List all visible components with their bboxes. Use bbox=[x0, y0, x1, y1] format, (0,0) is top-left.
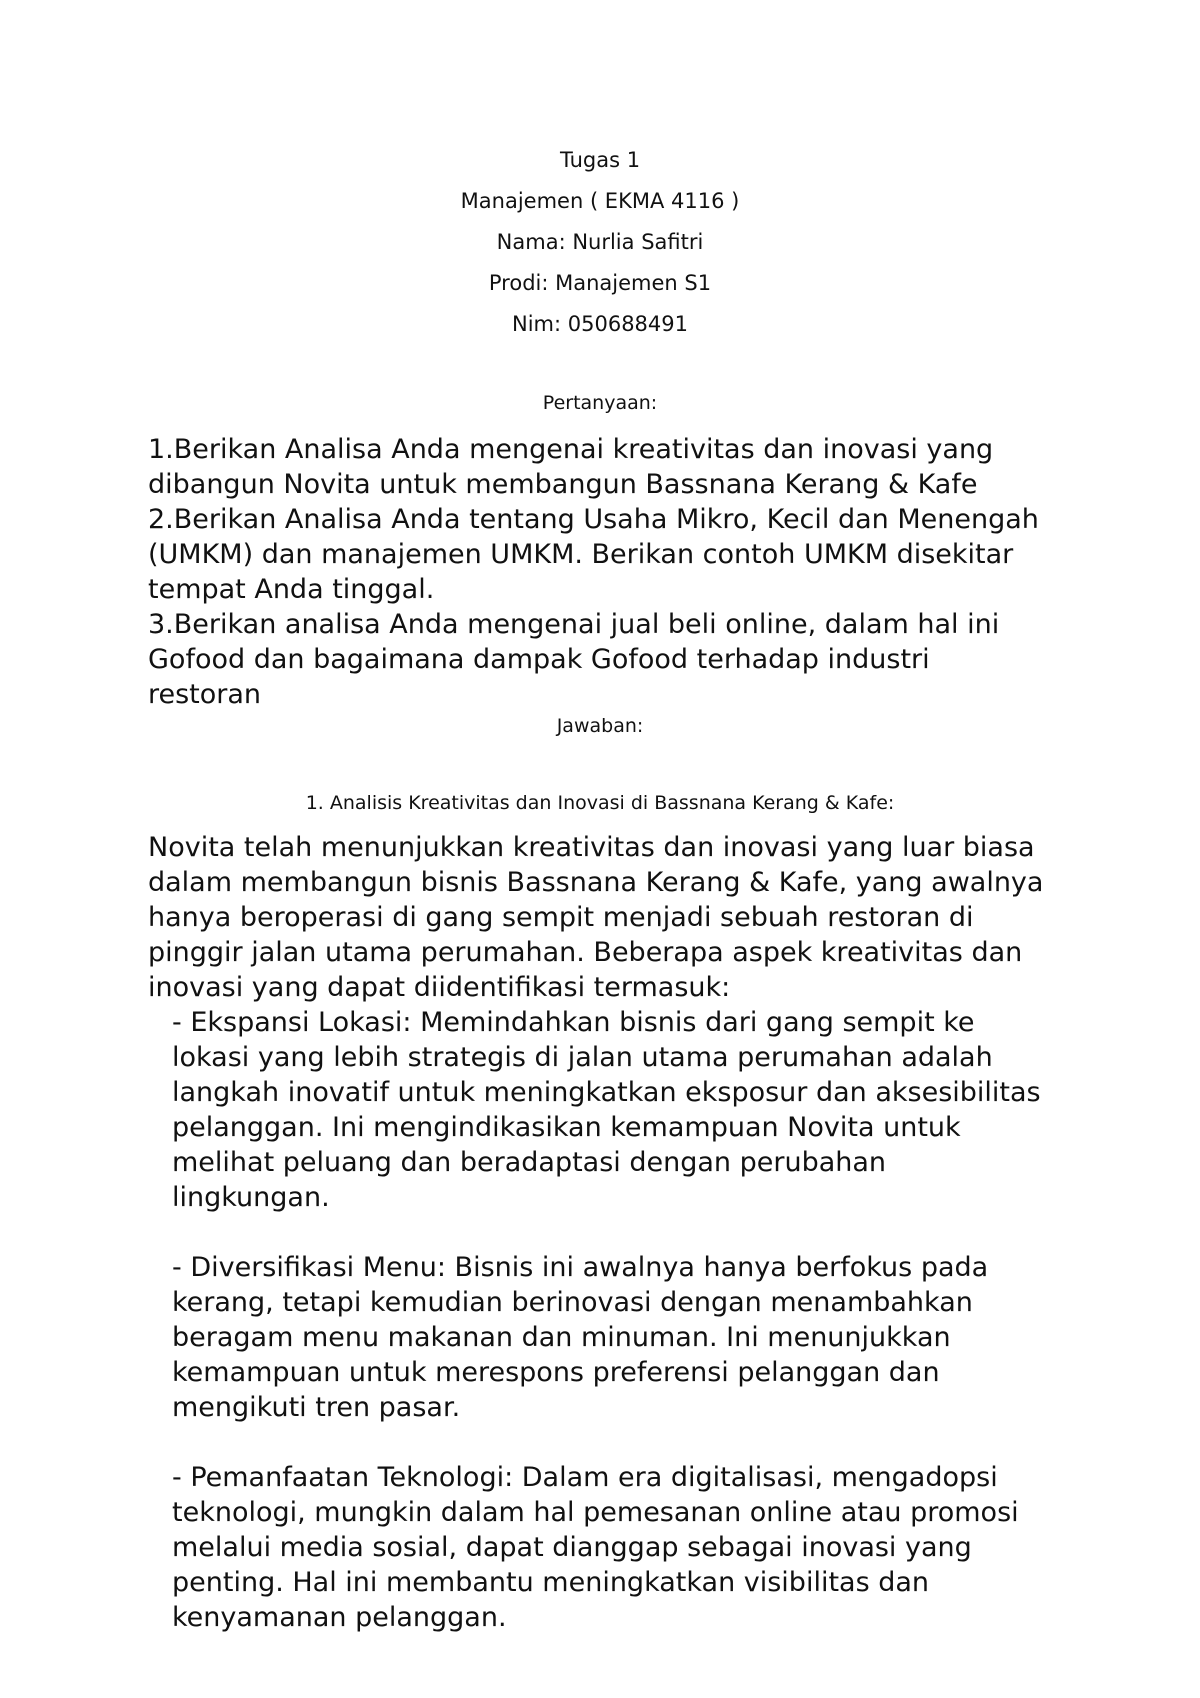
question-3: 3.Berikan analisa Anda mengenai jual beli online, dalam hal ini Gofood dan bagaimana dampak Gofood terhadap industri restoran bbox=[148, 609, 1000, 710]
questions-block bbox=[148, 432, 1048, 712]
student-name: Nama: Nurlia Safitri bbox=[496, 230, 704, 254]
questions-heading: Pertanyaan: bbox=[542, 392, 658, 414]
student-id: Nim: 050688491 bbox=[512, 312, 688, 336]
course-name: Manajemen ( EKMA 4116 ) bbox=[460, 189, 740, 213]
answers-heading: Jawaban: bbox=[556, 715, 644, 737]
answer-point-menu: - Diversifikasi Menu: Bisnis ini awalnya hanya berfokus pada kerang, tetapi kemudian berinovasi dengan menambahkan beragam menu makanan dan minuman. Ini menunjukkan kemampuan untuk merespons preferensi pelanggan dan mengikuti tren pasar. bbox=[172, 1252, 989, 1423]
answers-block bbox=[148, 830, 1048, 1635]
answer-point-location: - Ekspansi Lokasi: Memindahkan bisnis dari gang sempit ke lokasi yang lebih strategis di jalan utama perumahan adalah langkah inovatif untuk meningkatkan eksposur dan aksesibilitas pelanggan. Ini mengindikasikan kemampuan Novita untuk melihat peluang dan beradaptasi dengan perubahan lingkungan. bbox=[172, 1007, 1041, 1213]
document-header bbox=[0, 140, 1200, 345]
answer-subheading: 1. Analisis Kreativitas dan Inovasi di Bassnana Kerang & Kafe: bbox=[305, 792, 895, 814]
study-program: Prodi: Manajemen S1 bbox=[488, 271, 712, 295]
answer-point-technology: - Pemanfaatan Teknologi: Dalam era digitalisasi, mengadopsi teknologi, mungkin dalam hal pemesanan online atau promosi melalui media sosial, dapat dianggap sebagai inovasi yang penting. Hal ini membantu meningkatkan visibilitas dan kenyamanan pelanggan. bbox=[172, 1462, 1019, 1633]
answer-intro: Novita telah menunjukkan kreativitas dan inovasi yang luar biasa dalam membangun bisnis Bassnana Kerang & Kafe, yang awalnya hanya beroperasi di gang sempit menjadi sebuah restoran di pinggir jalan utama perumahan. Beberapa aspek kreativitas dan inovasi yang dapat diidentifikasi termasuk: bbox=[148, 832, 1044, 1003]
question-1: 1.Berikan Analisa Anda mengenai kreativitas dan inovasi yang dibangun Novita untuk membangun Bassnana Kerang & Kafe bbox=[148, 434, 994, 500]
assignment-title: Tugas 1 bbox=[559, 148, 641, 172]
question-2: 2.Berikan Analisa Anda tentang Usaha Mikro, Kecil dan Menengah (UMKM) dan manajemen UMKM. Berikan contoh UMKM disekitar tempat Anda tinggal. bbox=[148, 504, 1039, 605]
